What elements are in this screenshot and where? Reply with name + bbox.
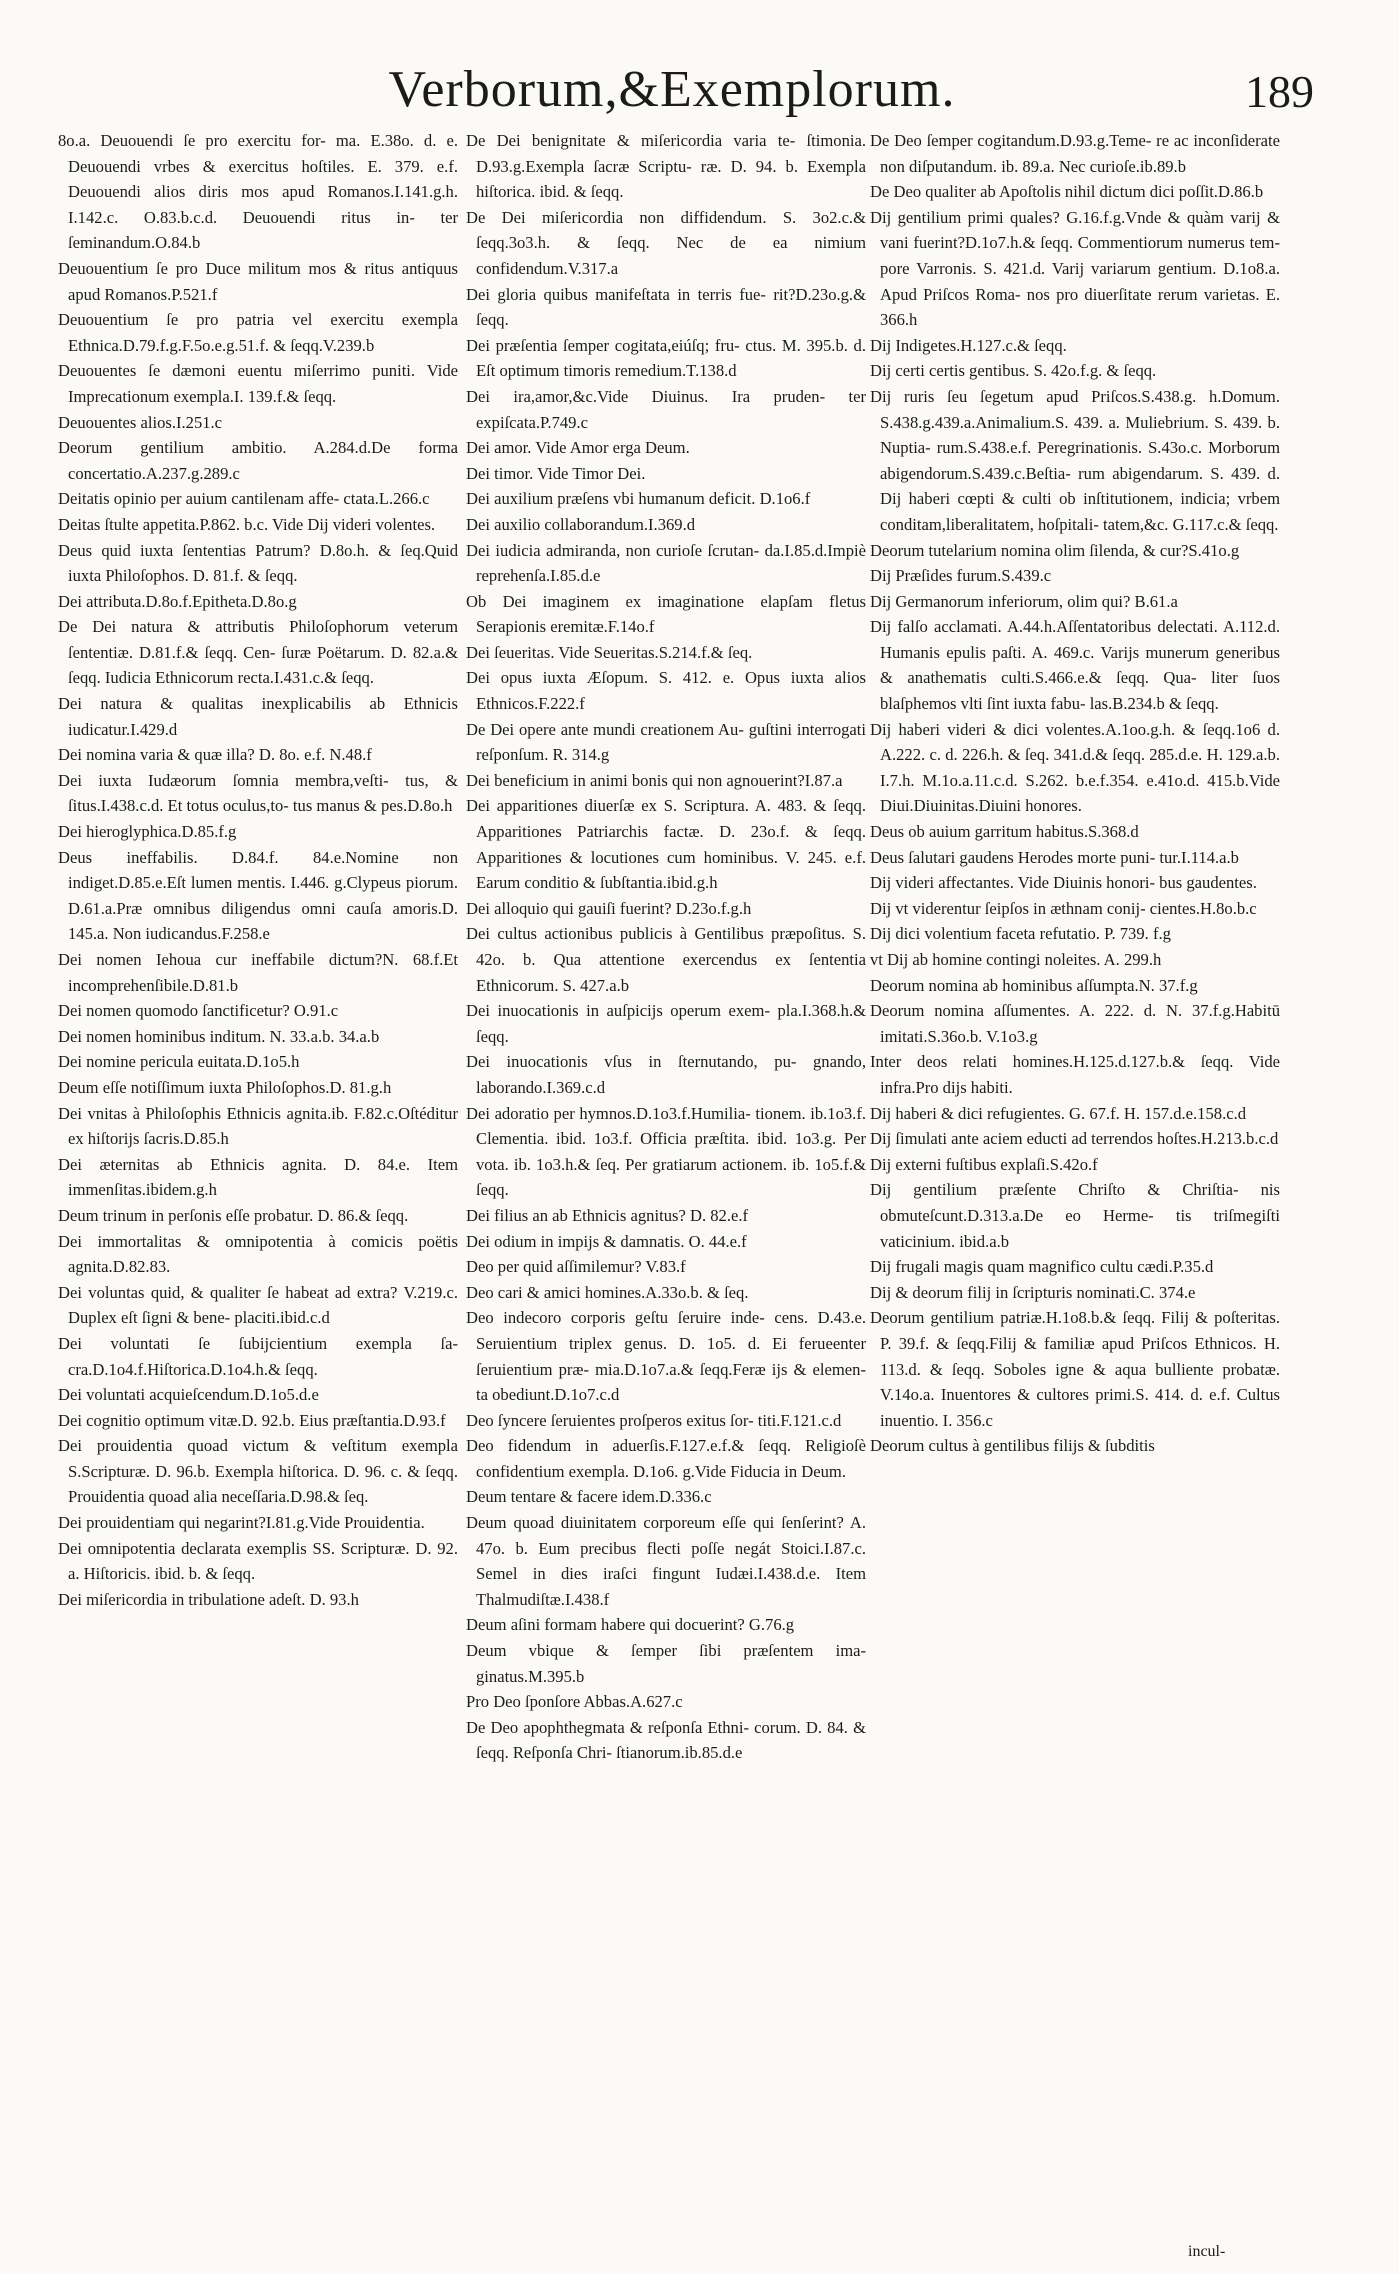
index-entry: Pro Deo ſponſore Abbas.A.627.c	[466, 1692, 683, 1712]
index-entry: Deo indecoro corporis geſtu ſeruire inde- cens. D.43.e. Seruientium triplex genus. D. 1o5. d. Ei ferueenter ſeruientium præ- mia.D.1o7.a.& ſeqq.Feræ ijs & elemen- ta obediunt.D.1o7.c.d	[466, 1308, 866, 1405]
index-entry: Dei ira,amor,&c.Vide Diuinus. Ira pruden- ter expiſcata.P.749.c	[466, 386, 866, 432]
index-entry: Dei adoratio per hymnos.D.1o3.f.Humilia- tionem. ib.1o3.f. Clementia. ibid. 1o3.f. Officia præſtita. ibid. 1o3.g. Per vota. ib. 1o3.h.& ſeq. Per gratiarum actionem. ib. 1o5.f.& ſeqq.	[466, 1103, 866, 1200]
index-entry: Dei timor. Vide Timor Dei.	[466, 463, 646, 483]
index-entry: vt Dij ab homine contingi noleites. A. 299.h	[870, 950, 1162, 969]
index-entry: Dij vt viderentur ſeipſos in æthnam conij- cientes.H.8o.b.c	[870, 898, 1257, 918]
index-entry: Dei attributa.D.8o.f.Epitheta.D.8o.g	[58, 591, 297, 611]
index-entry: Dij haberi videri & dici volentes.A.1oo.g.h. & ſeqq.1o6 d. A.222. c. d. 226.h. & ſeq. 341.d.& ſeqq. 285.d.e. H. 129.a.b. I.7.h. M.1o.a.11.c.d. S.262. b.e.f.354. e.41o.d. 415.b.Vide Diui.Diuinitas.Diuini honores.	[870, 719, 1280, 816]
index-column-3	[870, 128, 1280, 2258]
index-entry: Dij Indigetes.H.127.c.& ſeqq.	[870, 335, 1067, 355]
index-entry: Dei ſeueritas. Vide Seueritas.S.214.f.& ſeq.	[466, 642, 753, 662]
index-entry: Deorum tutelarium nomina olim ſilenda, & cur?S.41o.g	[870, 540, 1240, 560]
index-entry: Deuouentes ſe dæmoni euentu miſerrimo puniti. Vide Imprecationum exempla.I. 139.f.& ſeqq.	[58, 361, 458, 406]
index-entry: De Dei miſericordia non diffidendum. S. 3o2.c.& ſeqq.3o3.h. & ſeqq. Nec de ea nimium confidendum.V.317.a	[466, 207, 866, 278]
index-entry: Deorum nomina aſſumentes. A. 222. d. N. 37.f.g.Habitū imitati.S.36o.b. V.1o3.g	[870, 1001, 1280, 1046]
index-entry: De Dei benignitate & miſericordia varia te- ſtimonia. D.93.g.Exempla ſacræ Scriptu- ræ. D. 94. b. Exempla hiſtorica. ibid. & ſeqq.	[466, 131, 866, 202]
index-entry: Dei nomen hominibus inditum. N. 33.a.b. 34.a.b	[58, 1026, 380, 1046]
index-entry: Deus quid iuxta ſententias Patrum? D.8o.h. & ſeq.Quid iuxta Philoſophos. D. 81.f. & ſeqq.	[58, 540, 458, 586]
index-entry: Deuouentes alios.I.251.c	[58, 412, 223, 432]
index-entry: Dei nomine pericula euitata.D.1o5.h	[58, 1052, 300, 1072]
index-entry: Dij videri affectantes. Vide Diuinis honori- bus gaudentes.	[870, 873, 1257, 893]
index-entry: Dei voluntati ſe ſubijcientium exempla ſa- cra.D.1o4.f.Hiſtorica.D.1o4.h.& ſeqq.	[58, 1333, 458, 1379]
index-entry: Dei omnipotentia declarata exemplis SS. Scripturæ. D. 92. a. Hiſtoricis. ibid. b. & ſeqq.	[58, 1538, 458, 1584]
index-entry: Dei auxilio collaborandum.I.369.d	[466, 514, 696, 534]
index-entry: Deo per quid aſſimilemur? V.83.f	[466, 1257, 686, 1277]
index-entry: De Dei natura & attributis Philoſophorum veterum ſententiæ. D.81.f.& ſeqq. Cen- ſuræ Poëtarum. D. 82.a.& ſeqq. Iudicia Ethnicorum recta.I.431.c.& ſeqq.	[58, 617, 458, 688]
index-entry: De Dei opere ante mundi creationem Au- guſtini interrogati reſponſum. R. 314.g	[466, 719, 866, 765]
index-entry: Dei prouidentiam qui negarint?I.81.g.Vide Prouidentia.	[58, 1513, 425, 1533]
page-header	[0, 60, 1399, 130]
index-entry: Dei æternitas ab Ethnicis agnita. D. 84.e. Item immenſitas.ibidem.g.h	[58, 1154, 458, 1200]
index-entry: Deo cari & amici homines.A.33o.b. & ſeq.	[466, 1282, 749, 1302]
index-entry: Dij externi fuſtibus explaſi.S.42o.f	[870, 1154, 1098, 1174]
index-entry: Dei apparitiones diuerſæ ex S. Scriptura. A. 483. & ſeqq. Apparitiones Patriarchis factæ. D. 23o.f. & ſeqq. Apparitiones & locutiones cum hominibus. V. 245. e.f. Earum conditio & ſubſtantia.ibid.g.h	[466, 796, 866, 893]
index-entry: Ob Dei imaginem ex imaginatione elapſam fletus Serapionis eremitæ.F.14o.f	[466, 591, 866, 637]
index-entry: Dei nomen Iehoua cur ineffabile dictum?N. 68.f.Et incomprehenſibile.D.81.b	[58, 950, 458, 995]
index-entry: De Deo apophthegmata & reſponſa Ethni- corum. D. 84. & ſeqq. Reſponſa Chri- ſtianorum.ib.85.d.e	[466, 1717, 866, 1763]
index-entry: Dei inuocationis in auſpicijs operum exem- pla.I.368.h.& ſeqq.	[466, 1001, 866, 1046]
index-entry: Dei iuxta Iudæorum ſomnia membra,veſti- tus, & ſitus.I.438.c.d. Et totus oculus,to- tus manus & pes.D.8o.h	[58, 770, 458, 816]
index-entry: Dei hieroglyphica.D.85.f.g	[58, 822, 237, 842]
index-entry: Dei filius an ab Ethnicis agnitus? D. 82.e.f	[466, 1205, 749, 1225]
index-entry: Deum aſini formam habere qui docuerint? G.76.g	[466, 1615, 795, 1635]
page-number: 189	[1245, 66, 1314, 117]
index-entry: Dei vnitas à Philoſophis Ethnicis agnita.ib. F.82.c.Oſtéditur ex hiſtorijs ſacris.D.85.h	[58, 1103, 458, 1149]
index-entry: Dei alloquio qui gauiſi fuerint? D.23o.f.g.h	[466, 898, 752, 918]
index-entry: Dij dici volentium faceta refutatio. P. 739. f.g	[870, 924, 1171, 944]
index-entry: Deorum gentilium patriæ.H.1o8.b.& ſeqq. Filij & poſteritas. P. 39.f. & ſeqq.Filij & familiæ apud Priſcos Ethnicos. H. 113.d. & ſeqq. Soboles igne & aqua bulliente probatæ. V.14o.a. Inuentores & cultores primi.S. 414. d. e.f. Cultus inuentio. I. 356.c	[870, 1308, 1280, 1430]
index-entry: Deus ſalutari gaudens Herodes morte puni- tur.I.114.a.b	[870, 847, 1239, 867]
index-entry: Dij Germanorum inferiorum, olim qui? B.61.a	[870, 591, 1178, 611]
index-entry: Deo fidendum in aduerſis.F.127.e.f.& ſeqq. Religioſè confidentium exempla. D.1o6. g.Vide Fiducia in Deum.	[466, 1436, 866, 1481]
index-entry: Dij ruris ſeu ſegetum apud Priſcos.S.438.g. h.Domum. S.438.g.439.a.Animalium.S. 439. a. Muliebrium. S. 439. b. Nuptia- rum.S.438.e.f. Peregrinationis. S.43o.c. Morborum abigendorum.S.439.c.Beſtia- rum abigendarum. S. 439. d. Dij haberi cœpti & culti ob inſtitutionem, indicia; vrbem conditam,liberalitatem, hoſpitali- tatem,&c. G.117.c.& ſeqq.	[870, 386, 1280, 534]
index-entry: Deum eſſe notiſſimum iuxta Philoſophos.D. 81.g.h	[58, 1077, 392, 1097]
index-entry: Deitas ſtulte appetita.P.862. b.c. Vide Dij videri volentes.	[58, 514, 436, 534]
index-entry: Dei amor. Vide Amor erga Deum.	[466, 438, 690, 458]
catchword: incul-	[1188, 2243, 1226, 2260]
index-entry: Dei voluntas quid, & qualiter ſe habeat ad extra? V.219.c. Duplex eſt ſigni & bene- placiti.ibid.c.d	[58, 1282, 458, 1328]
index-entry: Dei natura & qualitas inexplicabilis ab Ethnicis iudicatur.I.429.d	[58, 694, 458, 739]
index-entry: Dij & deorum filij in ſcripturis nominati.C. 374.e	[870, 1282, 1196, 1302]
index-entry: De Deo qualiter ab Apoſtolis nihil dictum dici poſſit.D.86.b	[870, 182, 1264, 202]
index-entry: Dei cognitio optimum vitæ.D. 92.b. Eius præſtantia.D.93.f	[58, 1410, 446, 1430]
index-entry: Dij falſo acclamati. A.44.h.Aſſentatoribus delectati. A.112.d. Humanis epulis paſti. A. 469.c. Varijs munerum generibus & anathematis culti.S.466.e.& ſeqq. Qua- liter ſuos blaſphemos vlti ſint iuxta fabu- las.B.234.b & ſeqq.	[870, 617, 1280, 714]
index-entry: Dei inuocationis vſus in ſternutando, pu- gnando, laborando.I.369.c.d	[466, 1052, 866, 1097]
index-entry: Deuouentium ſe pro patria vel exercitu exempla Ethnica.D.79.f.g.F.5o.e.g.51.f. & ſeqq.V.239.b	[58, 310, 458, 355]
index-entry: Dei gloria quibus manifeſtata in terris fue- rit?D.23o.g.& ſeqq.	[466, 284, 866, 330]
index-entry: Dei opus iuxta Æſopum. S. 412. e. Opus iuxta alios Ethnicos.F.222.f	[466, 668, 866, 714]
index-entry: Deus ob auium garritum habitus.S.368.d	[870, 822, 1139, 842]
index-entry: Deorum gentilium ambitio. A.284.d.De forma concertatio.A.237.g.289.c	[58, 438, 458, 483]
index-entry: Deum trinum in perſonis eſſe probatur. D. 86.& ſeqq.	[58, 1205, 409, 1225]
index-entry: Dei cultus actionibus publicis à Gentilibus præpoſitus. S. 42o. b. Qua attentione exercendus ex ſententia Ethnicorum. S. 427.a.b	[466, 924, 866, 995]
index-entry: Dij Præſides furum.S.439.c	[870, 566, 1052, 586]
index-entry: Dij ſimulati ante aciem educti ad terrendos hoſtes.H.213.b.c.d	[870, 1129, 1279, 1149]
index-entry: Deum quoad diuinitatem corporeum eſſe qui ſenſerint? A. 47o. b. Eum precibus flecti poſſe negát Stoici.I.87.c. Semel in dies iraſci fingunt Iudæi.I.438.d.e. Item Thalmudiſtæ.I.438.f	[466, 1513, 866, 1609]
index-entry: Dei immortalitas & omnipotentia à comicis poëtis agnita.D.82.83.	[58, 1231, 458, 1277]
index-entry: Dei prouidentia quoad victum & veſtitum exempla S.Scripturæ. D. 96.b. Exempla hiſtorica. D. 96. c. & ſeqq. Prouidentia quoad alia neceſſaria.D.98.& ſeq.	[58, 1436, 458, 1507]
index-entry: Deorum cultus à gentilibus filijs & ſubditis	[870, 1436, 1155, 1456]
index-entry: 8o.a. Deuouendi ſe pro exercitu for- ma. E.38o. d. e. Deuouendi vrbes & exercitus hoſtiles. E. 379. e.f. Deuouendi alios diris mos apud Romanos.I.141.g.h. I.142.c. O.83.b.c.d. Deuouendi ritus in- ter ſeminandum.O.84.b	[58, 131, 458, 253]
index-entry: Deum tentare & facere idem.D.336.c	[466, 1487, 712, 1507]
index-entry: Deorum nomina ab hominibus aſſumpta.N. 37.f.g	[870, 975, 1198, 995]
index-entry: Deum vbique & ſemper ſibi præſentem ima- ginatus.M.395.b	[466, 1641, 866, 1686]
index-entry: Dei nomina varia & quæ illa? D. 8o. e.f. N.48.f	[58, 745, 372, 765]
index-entry: Dei iudicia admiranda, non curioſe ſcrutan- da.I.85.d.Impiè reprehenſa.I.85.d.e	[466, 540, 866, 586]
index-entry: Dei voluntati acquieſcendum.D.1o5.d.e	[58, 1385, 319, 1405]
index-entry: Dij gentilium præſente Chriſto & Chriſtia- nis obmuteſcunt.D.313.a.De eo Herme- tis triſmegiſti vaticinium. ibid.a.b	[870, 1180, 1280, 1251]
index-entry: Deitatis opinio per auium cantilenam affe- ctata.L.266.c	[58, 489, 430, 509]
index-entry: De Deo ſemper cogitandum.D.93.g.Teme- re ac inconſiderate non diſputandum. ib. 89.a. Nec curioſe.ib.89.b	[870, 131, 1280, 176]
index-entry: Dij gentilium primi quales? G.16.f.g.Vnde & quàm varij & vani fuerint?D.1o7.h.& ſeqq. Commentiorum numerus tem- pore Varronis. S. 421.d. Varij variarum gentium. D.1o8.a. Apud Priſcos Roma- nos pro diuerſitate rerum varietas. E. 366.h	[870, 207, 1280, 330]
index-entry: Dei miſericordia in tribulatione adeſt. D. 93.h	[58, 1589, 359, 1609]
index-entry: Dei præſentia ſemper cogitata,eiúſq; fru- ctus. M. 395.b. d. Eſt optimum timoris remedium.T.138.d	[466, 335, 866, 381]
index-column-2	[466, 128, 866, 2258]
index-entry: Dij haberi & dici refugientes. G. 67.f. H. 157.d.e.158.c.d	[870, 1103, 1247, 1123]
index-entry: Deo ſyncere ſeruientes proſperos exitus ſor- titi.F.121.c.d	[466, 1410, 842, 1430]
index-entry: Deuouentium ſe pro Duce militum mos & ritus antiquus apud Romanos.P.521.f	[58, 258, 458, 304]
running-head: Verborum,&Exemplorum.	[388, 61, 956, 118]
index-entry: Dei odium in impijs & damnatis. O. 44.e.f	[466, 1231, 747, 1251]
index-entry: Dij frugali magis quam magnifico cultu cædi.P.35.d	[870, 1257, 1214, 1277]
index-entry: Dei auxilium præſens vbi humanum deficit. D.1o6.f	[466, 489, 811, 509]
index-entry: Inter deos relati homines.H.125.d.127.b.& ſeqq. Vide infra.Pro dijs habiti.	[870, 1052, 1280, 1097]
index-entry: Deus ineffabilis. D.84.f. 84.e.Nomine non indiget.D.85.e.Eſt lumen mentis. I.446. g.Clypeus piorum. D.61.a.Præ omnibus diligendus omni cauſa amoris.D. 145.a. Non iudicandus.F.258.e	[58, 847, 458, 944]
index-entry: Dei beneficium in animi bonis qui non agnouerint?I.87.a	[466, 770, 843, 790]
index-column-1	[58, 128, 458, 2258]
index-entry: Dij certi certis gentibus. S. 42o.f.g. & ſeqq.	[870, 361, 1157, 381]
index-entry: Dei nomen quomodo ſanctificetur? O.91.c	[58, 1001, 339, 1021]
